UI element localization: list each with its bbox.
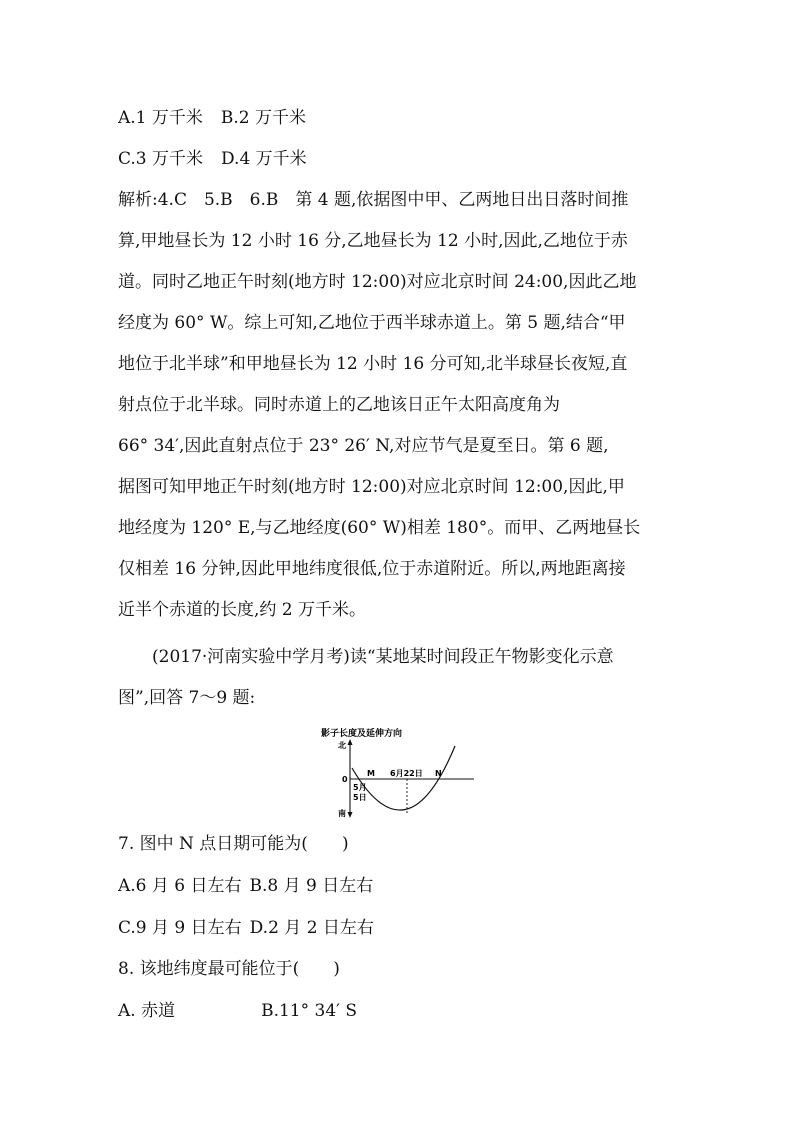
question-7-options-row-2 [118,920,374,937]
analysis-line: 解析:4.C 5.B 6.B 第 4 题,依据图中甲、乙两地日出日落时间推 [118,190,629,210]
point-june-22-label: 6月22日 [390,769,423,778]
point-m-label: M [367,769,375,778]
south-label: 南 [338,809,346,818]
previous-options-row-1 [118,110,306,127]
previous-options-row-2 [118,151,307,168]
north-arrow-icon [348,739,353,745]
diagram-title: 影子长度及延伸方向 [321,729,403,739]
question-8-options-row-1 [118,1003,357,1020]
option-b: B.2 万千米 [220,108,307,128]
question-intro-line-2: 图”,回答 7～9 题: [118,688,256,708]
analysis-line: 地位于北半球”和甲地昼长为 12 小时 16 分可知,北半球昼长夜短,直 [118,354,628,374]
analysis-line: 射点位于北半球。同时赤道上的乙地该日正午太阳高度角为 [118,395,560,415]
option-a: A.1 万千米 [118,108,203,128]
zero-label: 0 [342,775,348,784]
analysis-line: 近半个赤道的长度,约 2 万千米。 [118,600,367,620]
shadow-change-diagram [310,726,490,822]
option-a: A.6 月 6 日左右 [118,876,242,896]
point-n-label: N [435,769,442,778]
analysis-line: 算,甲地昼长为 12 小时 16 分,乙地昼长为 12 小时,因此,乙地位于赤 [118,231,628,251]
shadow-curve [352,746,455,810]
option-b: B.11° 34′ S [261,1001,358,1021]
question-7-options-row-1 [118,878,373,895]
option-c: C.9 月 9 日左右 [118,918,242,938]
analysis-line: 据图可知甲地正午时刻(地方时 12:00)对应北京时间 12:00,因此,甲 [118,477,625,497]
analysis-line: 经度为 60° W。综上可知,乙地位于西半球赤道上。第 5 题,结合“甲 [118,313,626,333]
option-b: B.8 月 9 日左右 [249,876,374,896]
option-a: A. 赤道 [118,1001,176,1021]
question-intro-line-1: (2017·河南实验中学月考)读“某地某时间段正午物影变化示意 [152,647,614,667]
start-date-month-label: 5月 [353,783,367,792]
south-arrow-icon [348,812,353,818]
option-d: D.2 月 2 日左右 [249,918,374,938]
north-label: 北 [338,741,346,750]
option-c: C.3 万千米 [118,149,204,169]
start-date-day-label: 5日 [353,793,367,802]
question-8: 8. 该地纬度最可能位于( ) [118,959,340,979]
question-7: 7. 图中 N 点日期可能为( ) [118,834,349,854]
analysis-line: 地经度为 120° E,与乙地经度(60° W)相差 180°。而甲、乙两地昼长 [118,518,641,538]
option-d: D.4 万千米 [221,149,307,169]
analysis-line: 道。同时乙地正午时刻(地方时 12:00)对应北京时间 24:00,因此乙地 [118,272,637,292]
analysis-line: 66° 34′,因此直射点位于 23° 26′ N,对应节气是夏至日。第 6 题, [118,436,609,456]
analysis-line: 仅相差 16 分钟,因此甲地纬度很低,位于赤道附近。所以,两地距离接 [118,559,626,579]
